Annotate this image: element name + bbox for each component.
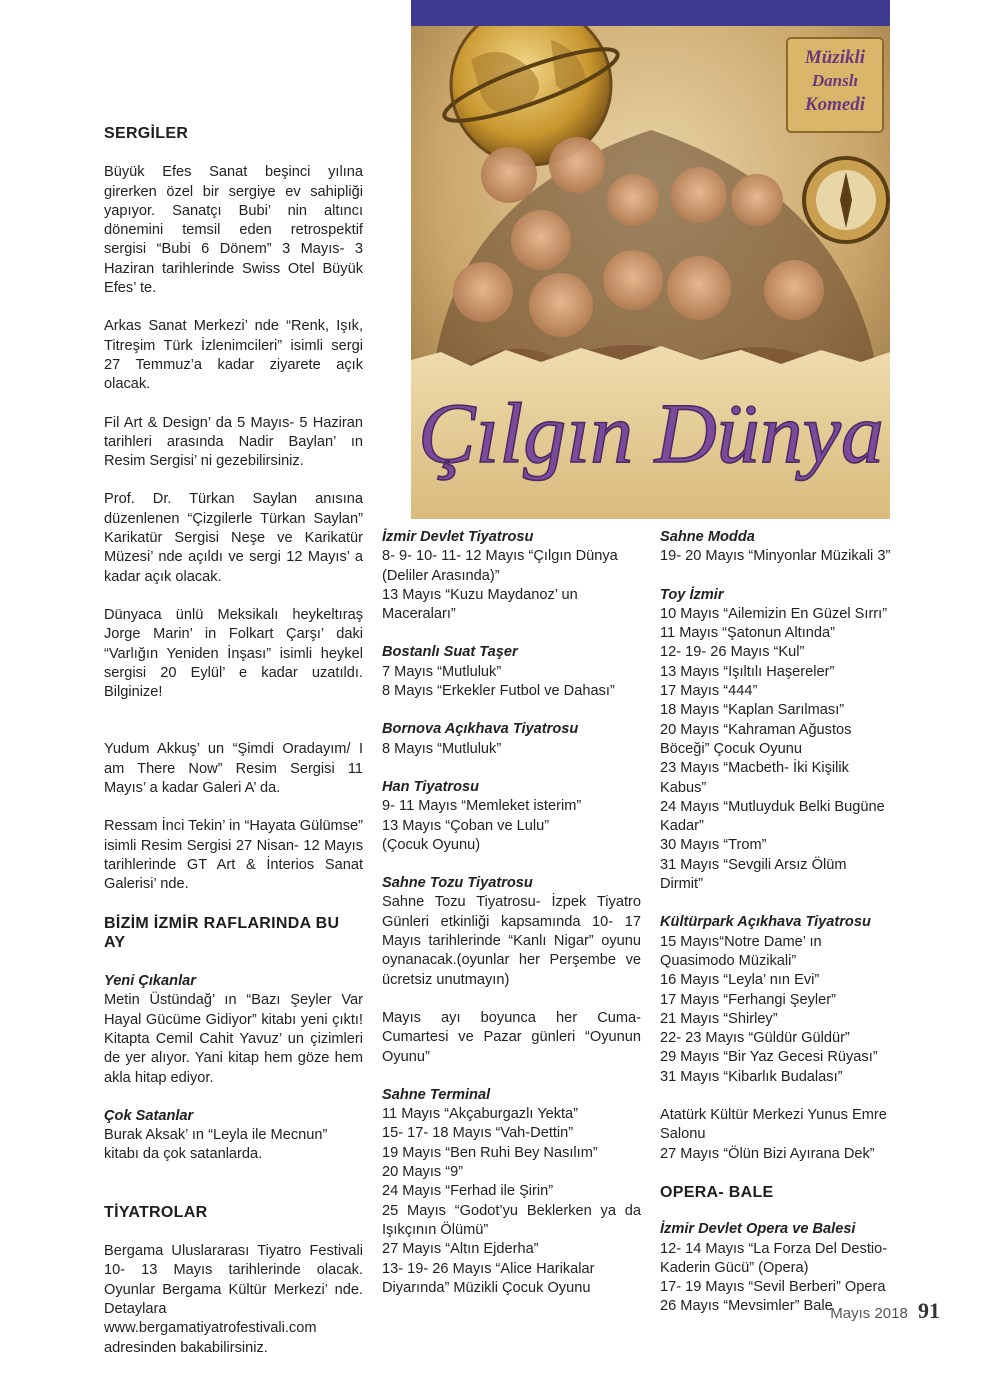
event-line: 13- 19- 26 Mayıs “Alice Harikalar Diyarında” Müzikli Çocuk Oyunu <box>382 1260 595 1296</box>
badge-line2: Danslı <box>811 71 859 90</box>
venue-block <box>382 643 641 701</box>
event-line: 11 Mayıs “Akçaburgazlı Yekta” <box>382 1106 579 1123</box>
venue-name: Sahne Tozu Tiyatrosu <box>382 875 533 892</box>
venue-block <box>660 528 891 567</box>
event-line: 15- 17- 18 Mayıs “Vah-Dettin” <box>382 1125 574 1142</box>
event-line: 13 Mayıs “Çoban ve Lulu” (Çocuk Oyunu) <box>382 817 550 853</box>
event-line: 17- 19 Mayıs “Sevil Berberi” Opera <box>660 1279 886 1296</box>
badge-line1: Müzikli <box>804 47 866 68</box>
badge-line3: Komedi <box>804 94 866 115</box>
event-line: 21 Mayıs “Shirley” <box>660 1010 778 1027</box>
event-line: 10 Mayıs “Ailemizin En Güzel Sırrı” <box>660 605 888 622</box>
event-line: 19- 20 Mayıs “Minyonlar Müzikali 3” <box>660 548 891 565</box>
poster-illustration <box>411 0 890 519</box>
venue-block <box>382 1086 641 1298</box>
event-line: 24 Mayıs “Ferhad ile Şirin” <box>382 1183 554 1200</box>
event-line: 7 Mayıs “Mutluluk” <box>382 663 502 680</box>
top-color-bar <box>411 0 890 26</box>
sergi-paragraph: Prof. Dr. Türkan Saylan anısına düzenlenen “Çizgilerle Türkan Saylan” Karikatür Sergisi Neşe ve Karikatür Müzesi’ nde açıldı ve sergi 12 Mayıs’ a kadar açık olacak. <box>104 491 363 585</box>
event-line: 24 Mayıs “Mutluyduk Belki Bugüne Kadar” <box>660 798 885 835</box>
event-line: 27 Mayıs “Ölün Bizi Ayırana Dek” <box>660 1145 875 1162</box>
venue-name: İzmir Devlet Tiyatrosu <box>382 529 534 545</box>
poster-image <box>411 0 890 519</box>
event-line: 18 Mayıs “Kaplan Sarılması” <box>660 702 845 719</box>
sergi-paragraph: Ressam İnci Tekin’ in “Hayata Gülümse” isimli Resim Sergisi 27 Nisan- 12 Mayıs tarihlerinde GT Art & İnterios Sanat Galerisi’ nde. <box>104 818 363 893</box>
event-line: Atatürk Kültür Merkezi Yunus Emre Salonu <box>660 1107 887 1143</box>
page-footer <box>830 1298 940 1324</box>
venue-block <box>660 1106 891 1164</box>
sergiler-heading: SERGİLER <box>104 125 189 142</box>
venue-block <box>382 874 641 990</box>
tiyatro-paragraph: Bergama Uluslararası Tiyatro Festivali 10- 13 Mayıs tarihlerinde olacak. Oyunlar Bergama Kültür Merkezi’ nde. Detaylara www.bergamatiyatrofestivali.com adresinden bakabilirsiniz. <box>104 1243 363 1356</box>
sergi-paragraph: Fil Art & Design’ da 5 Mayıs- 5 Haziran tarihleri arasında Nadir Baylan’ ın Resim Sergisi’ ni gezebilirsiniz. <box>104 414 363 470</box>
sergi-paragraph: Yudum Akkuş’ un “Şimdi Oradayım/ I am There Now” Resim Sergisi 11 Mayıs’ a kadar Galeri A’ da. <box>104 741 363 797</box>
event-line: 8 Mayıs “Erkekler Futbol ve Dahası” <box>382 683 615 700</box>
event-line: 15 Mayıs“Notre Dame’ ın Quasimodo Müzikali” <box>660 933 822 969</box>
event-line: 12- 19- 26 Mayıs “Kul” <box>660 644 805 661</box>
cok-satanlar-text: Burak Aksak’ ın “Leyla ile Mecnun” kitabı da çok satanlarda. <box>104 1127 328 1163</box>
sergi-paragraph: Arkas Sanat Merkezi’ nde “Renk, Işık, Titreşim Türk İzlenimcileri” isimli sergi 27 Temmuz’a kadar ziyarete açık olacak. <box>104 318 363 393</box>
opera-heading: OPERA- BALE <box>660 1183 774 1201</box>
column-1 <box>104 124 363 1377</box>
venue-block <box>660 913 891 1087</box>
event-line: 19 Mayıs “Ben Ruhi Bey Nasılım” <box>382 1144 598 1161</box>
venue-block <box>382 528 641 624</box>
page-number: 91 <box>918 1298 940 1323</box>
event-line: Sahne Tozu Tiyatrosu- İzpek Tiyatro Günleri etkinliği kapsamında 10- 17 Mayıs tarihlerinde “Kanlı Nigar” oyunu oynanacak.(oyunlar her Perşembe ve ücretsiz unutmayın) <box>382 894 641 988</box>
event-line: 30 Mayıs “Trom” <box>660 837 767 854</box>
column-3 <box>660 528 891 1336</box>
event-line: 20 Mayıs “9” <box>382 1164 464 1181</box>
note-paragraph: Mayıs ayı boyunca her Cuma- Cumartesi ve Pazar günleri “Oyunun Oyunu” <box>382 1009 641 1065</box>
event-line: 26 Mayıs “Mevsimler” Bale <box>660 1298 833 1315</box>
event-line: 31 Mayıs “Sevgili Arsız Ölüm Dirmit” <box>660 856 847 893</box>
poster-title: Çılgın Dünya <box>418 385 884 481</box>
yeni-cikanlar-subheading: Yeni Çıkanlar <box>104 973 196 990</box>
venue-name: Kültürpark Açıkhava Tiyatrosu <box>660 914 871 931</box>
sergi-paragraph: Dünyaca ünlü Meksikalı heykeltıraş Jorge Marin’ in Folkart Çarşı’ daki “Varlığın Yeniden İnşası” isimli heykel sergisi 20 Eylül’ e kadar uzatıldı. Bilginize! <box>104 606 363 701</box>
event-line: 13 Mayıs “Işıltılı Haşereler” <box>660 663 835 680</box>
venue-block <box>382 720 641 759</box>
event-line: 11 Mayıs “Şatonun Altında” <box>660 625 835 642</box>
event-line: 13 Mayıs “Kuzu Maydanoz’ un Maceraları” <box>382 586 578 623</box>
sergi-paragraph: Büyük Efes Sanat beşinci yılına girerken özel bir sergiye ev sahipliği yapıyor. Sanatçı Bubi’ nin altıncı dönemini temsil eden retrospektif sergisi “Bubi 6 Dönem” 3 Mayıs- 3 Haziran tarihlerinde Swiss Otel Büyük Efes’ te. <box>104 164 363 297</box>
event-line: 29 Mayıs “Bir Yaz Gecesi Rüyası” <box>660 1049 878 1066</box>
tiyatrolar-heading: TİYATROLAR <box>104 1203 208 1221</box>
event-line: 8 Mayıs “Mutluluk” <box>382 740 502 757</box>
event-line: 17 Mayıs “444” <box>660 683 758 700</box>
venue-name: Toy İzmir <box>660 586 724 603</box>
event-line: 16 Mayıs “Leyla’ nın Evi” <box>660 972 820 989</box>
venue-name: Sahne Terminal <box>382 1086 491 1103</box>
venue-name: Bornova Açıkhava Tiyatrosu <box>382 721 579 738</box>
venue-name: Han Tiyatrosu <box>382 778 480 795</box>
event-line: 25 Mayıs “Godot’yu Beklerken ya da Işıkçının Ölümü” <box>382 1202 641 1238</box>
event-line: 9- 11 Mayıs “Memleket isterim” <box>382 798 582 815</box>
raflar-heading: BİZİM İZMİR RAFLARINDA BU AY <box>104 914 340 951</box>
event-line: 22- 23 Mayıs “Güldür Güldür” <box>660 1030 850 1047</box>
venue-block <box>660 586 891 895</box>
event-line: 23 Mayıs “Macbeth- İki Kişilik Kabus” <box>660 760 849 796</box>
event-line: 20 Mayıs “Kahraman Ağustos Böceği” Çocuk Oyunu <box>660 721 852 757</box>
cok-satanlar-subheading: Çok Satanlar <box>104 1107 194 1124</box>
event-line: 27 Mayıs “Altın Ejderha” <box>382 1241 539 1258</box>
yeni-cikanlar-text: Metin Üstündağ’ ın “Bazı Şeyler Var Hayal Gücüme Gidiyor” kitabı yeni çıktı! Kitapta Cemil Cahit Yavuz’ un çizimleri de yer alıyor. Yani kitap hem göze hem akla hitap ediyor. <box>104 992 363 1086</box>
venue-name: Bostanlı Suat Taşer <box>382 644 518 661</box>
footer-month: Mayıs 2018 <box>830 1305 908 1322</box>
venue-name: Sahne Modda <box>660 529 755 545</box>
column-2 <box>382 528 641 1317</box>
venue-name: İzmir Devlet Opera ve Balesi <box>660 1221 856 1238</box>
event-line: 17 Mayıs “Ferhangi Şeyler” <box>660 991 837 1008</box>
venue-block <box>382 778 641 855</box>
event-line: 8- 9- 10- 11- 12 Mayıs “Çılgın Dünya (Deliler Arasında)” <box>382 548 618 584</box>
event-line: 31 Mayıs “Kibarlık Budalası” <box>660 1068 843 1085</box>
event-line: 12- 14 Mayıs “La Forza Del Destio-Kaderin Gücü” (Opera) <box>660 1240 888 1276</box>
